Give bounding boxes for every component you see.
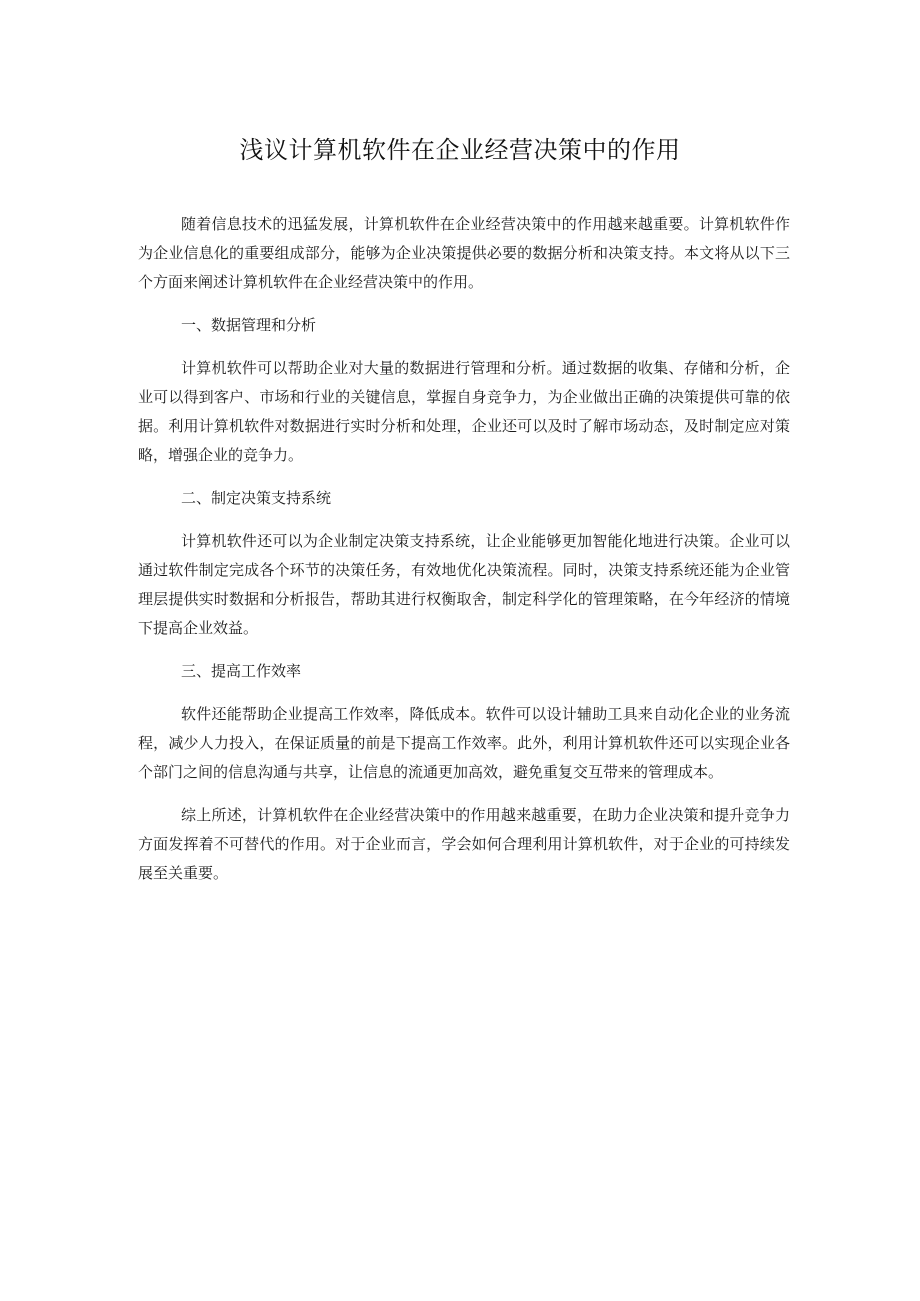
section-paragraph-efficiency: 软件还能帮助企业提高工作效率，降低成本。软件可以设计辅助工具来自动化企业的业务流程，减少人力投入，在保证质量的前是下提高工作效率。此外，利用计算机软件还可以实现企业各个部门之间的信息沟通与共享，让信息的流通更加高效，避免重复交互带来的管理成本。 bbox=[138, 705, 790, 781]
section-heading-decision-support: 二、制定决策支持系统 bbox=[181, 489, 332, 507]
section-paragraph-data-management: 计算机软件可以帮助企业对大量的数据进行管理和分析。通过数据的收集、存储和分析，企业可以得到客户、市场和行业的关键信息，掌握自身竞争力，为企业做出正确的决策提供可靠的依据。利用计算机软件对数据进行实时分析和处理，企业还可以及时了解市场动态，及时制定应对策略，增强企业的竞争力。 bbox=[138, 359, 790, 464]
section-heading-efficiency: 三、提高工作效率 bbox=[181, 662, 302, 680]
document-title: 浅议计算机软件在企业经营决策中的作用 bbox=[239, 136, 681, 164]
intro-paragraph: 随着信息技术的迅猛发展，计算机软件在企业经营决策中的作用越来越重要。计算机软件作为企业信息化的重要组成部分，能够为企业决策提供必要的数据分析和决策支持。本文将从以下三个方面来阐述计算机软件在企业经营决策中的作用。 bbox=[138, 215, 790, 291]
section-paragraph-decision-support: 计算机软件还可以为企业制定决策支持系统，让企业能够更加智能化地进行决策。企业可以通过软件制定完成各个环节的决策任务，有效地优化决策流程。同时，决策支持系统还能为企业管理层提供实时数据和分析报告，帮助其进行权衡取舍，制定科学化的管理策略，在今年经济的情境下提高企业效益。 bbox=[138, 532, 790, 637]
document-body bbox=[138, 210, 790, 902]
conclusion-paragraph: 综上所述，计算机软件在企业经营决策中的作用越来越重要，在助力企业决策和提升竞争力方面发挥着不可替代的作用。对于企业而言，学会如何合理利用计算机软件，对于企业的可持续发展至关重要。 bbox=[138, 806, 790, 882]
section-heading-data-management: 一、数据管理和分析 bbox=[181, 316, 317, 334]
